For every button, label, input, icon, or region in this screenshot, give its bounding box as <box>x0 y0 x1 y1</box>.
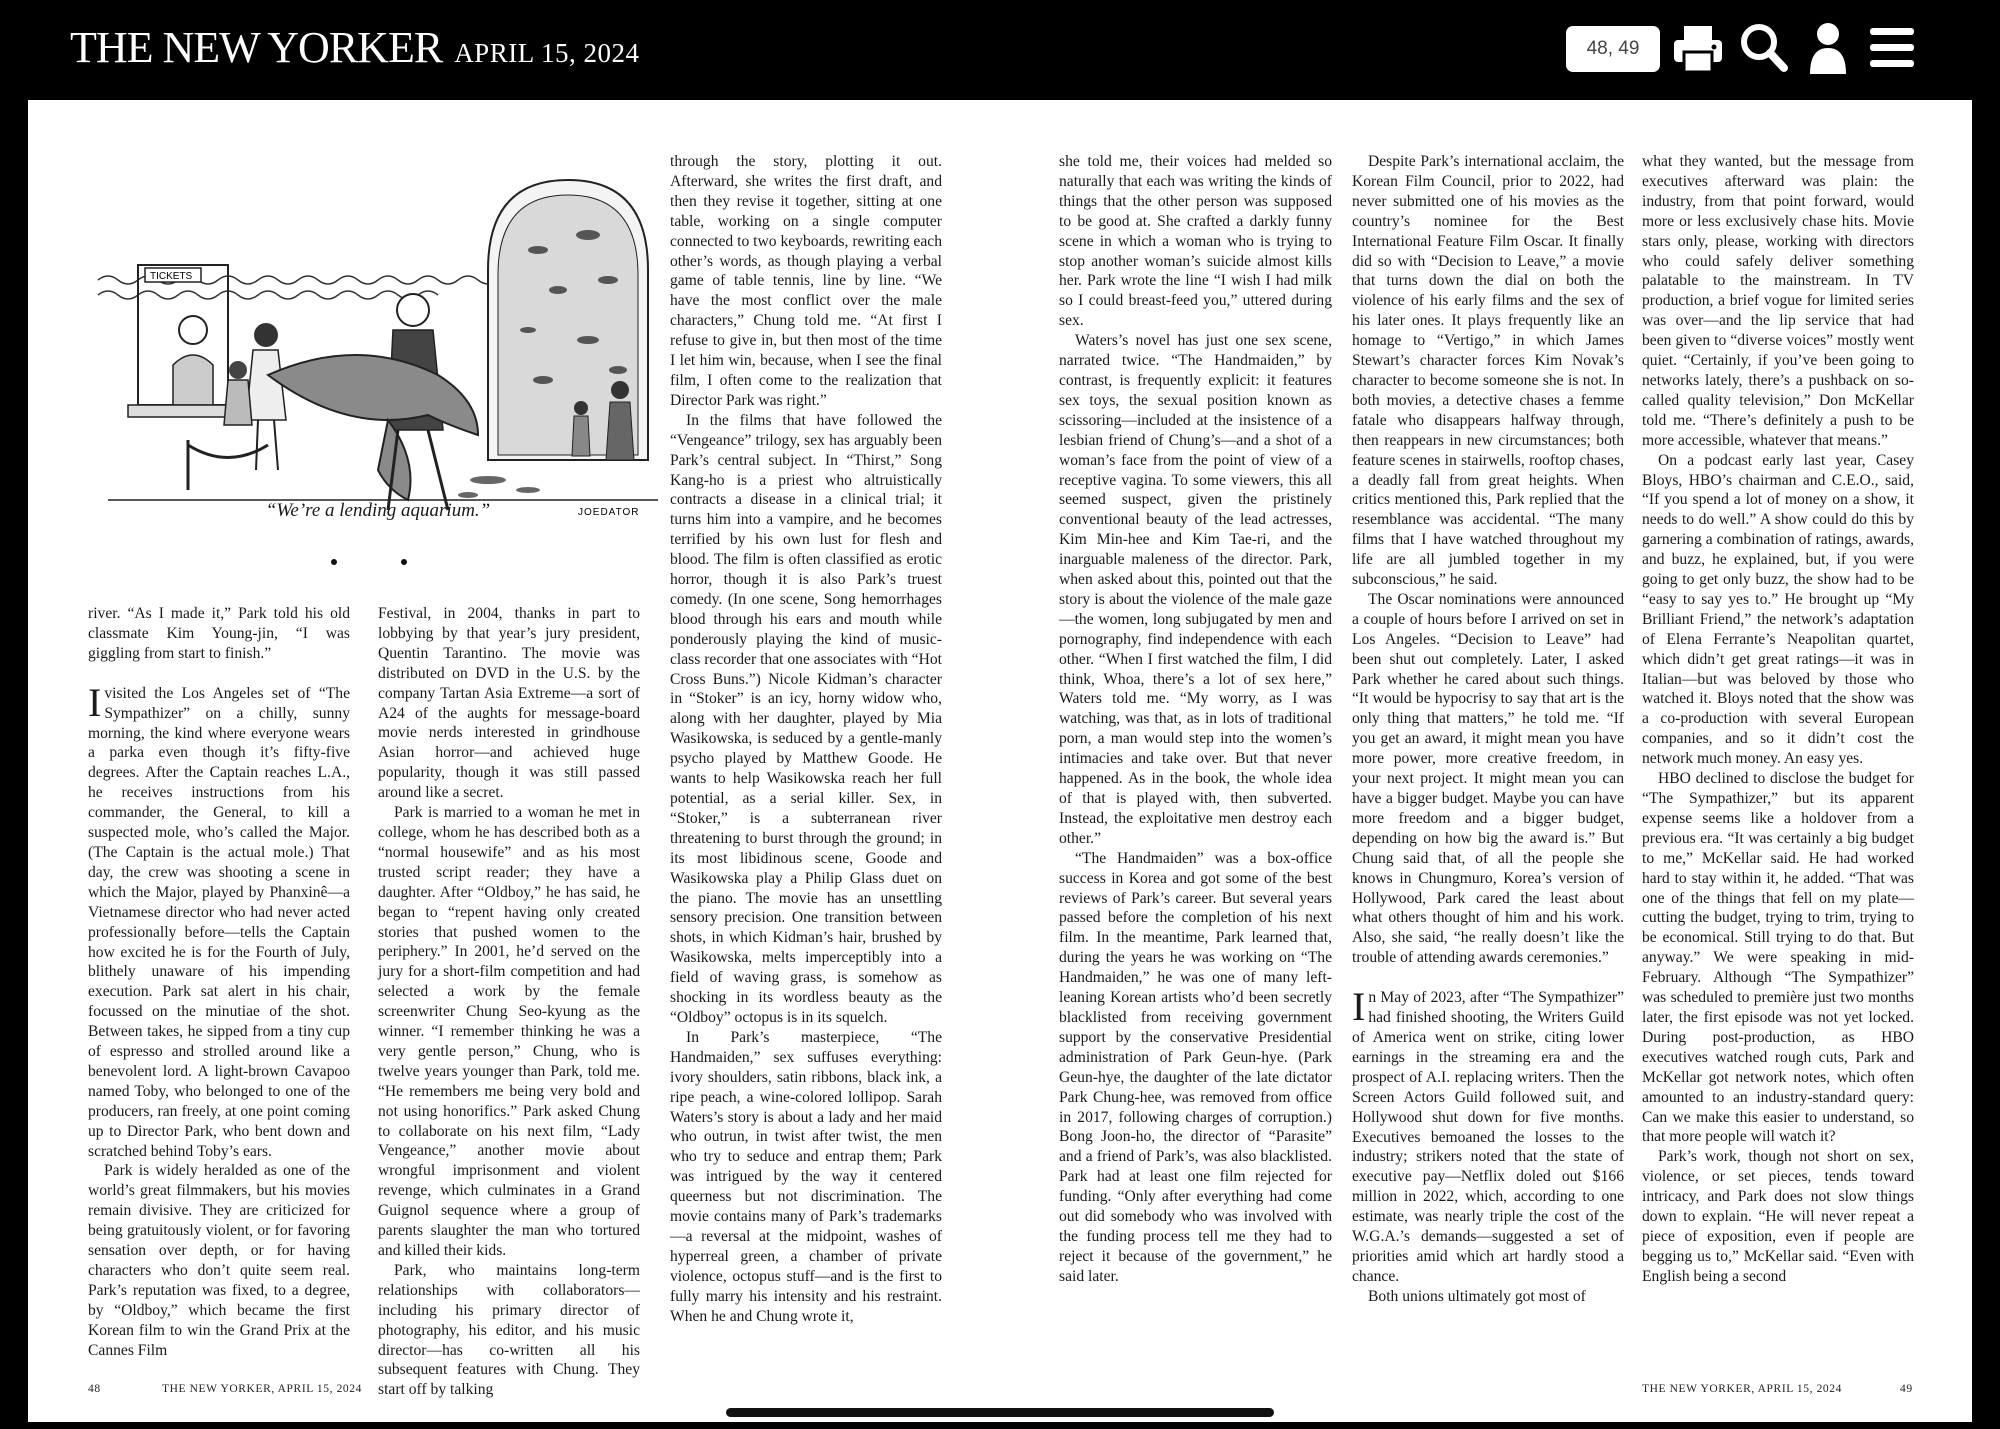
paragraph-text: n May of 2023, after “The Sympathizer” had finished shooting, the Writers Guild of America went on strike, citing lower earnings in the streaming era and the prospect of A.I. replacing writers. Then the Screen Actors Guild followed suit, and Hollywood shut down for five months. Executives bemoaned the losses to the industry; strikers noted that the state of executive pay—Netflix doled out $166 million in 2022, which, according to one estimate, was nearly triple the cost of the W.G.A.’s demands—suggested a set of priorities amid which art hardly stood a chance. <box>1352 989 1624 1285</box>
column-4 <box>1059 152 1332 1287</box>
brand[interactable] <box>70 22 639 73</box>
tickets-sign: TICKETS <box>150 271 193 282</box>
cartoon-caption: “We’re a lending aquarium.” <box>265 500 491 521</box>
menu-icon[interactable] <box>1866 20 1918 76</box>
cartoon-illustration <box>88 140 668 590</box>
left-page-number: 48 <box>88 1383 101 1395</box>
paragraph: Park is married to a woman he met in college, whom he has described both as a “normal housewife” and as his most trusted script reader; they have a daughter. After “Oldboy,” he has said, he began to “repent having only created stories that pushed women to the periphery.” In 2001, he’d served on the jury for a short-film competition and had selected a work by the female screenwriter Chung Seo-kyung as the winner. “I remember thinking he was a very gentle person,” Chung, who is twelve years younger than Park, told me. “He remembers me being very bold and not using honorifics.” Park asked Chung to collaborate on his next film, “Lady Vengeance,” another movie about wrongful imprisonment and violent revenge, which culminates in a Grand Guignol sequence where a group of parents slaughter the man who tortured and killed their kids. <box>378 804 640 1259</box>
search-icon[interactable] <box>1738 20 1790 76</box>
magazine-spread <box>28 100 1972 1422</box>
paragraph: Park, who maintains long-term relationships with collaborators—including his primary director of photography, his editor, and his music director—has co-written all his subsequent features with Chung. They start off by talking <box>378 1261 640 1399</box>
paragraph <box>1352 984 1624 1287</box>
paragraph: Waters’s novel has just one sex scene, narrated twice. “The Handmaiden,” by contrast, is frequently explicit: it features sex toys, the sexual position known as scissoring—included at the insistence of a lesbian friend of Chung’s—and a shot of a woman’s face from the point of view of a receptive vagina. To some viewers, this all seemed suspect, given the pristinely conventional beauty of the lead actresses, Kim Min-hee and Kim Tae-ri, and the inarguable maleness of the director. Park, when asked about this, pointed out that the story is about the violence of the male gaze—the women, long subjugated by men and pornography, find independence with each other. “When I first watched the film, I did think, Whoa, there’s a lot of sex here,” Waters told me. “My worry, as I was watching, was that, as in lots of traditional porn, a man would step into the women’s intimacies and take over. But that never happened. As in the book, the whole idea of that is played with, then subverted. Instead, the exploitative men destroy each other.” <box>1059 332 1332 847</box>
paragraph-text: visited the Los Angeles set of “The Sympathizer” on a chilly, sunny morning, the kind where everyone wears a parka even though it’s fifty-five degrees. After the Captain reaches L.A., he receives instructions from his commander, the General, to kill a suspected mole, who’s called the Major. (The Captain is the actual mole.) That day, the crew was shooting a scene in which the Major, played by Phanxinê—a Vietnamese director who had never acted professionally before—tells the Captain how excited he is for the Fourth of July, blithely unaware of his impending execution. Park sat alert in his chair, focussed on the minutiae of the shot. Between takes, he sipped from a tiny cup of espresso and strolled around like a benevolent lord. A light-brown Cavapoo named Toby, who belonged to one of the producers, ran freely, at one point coming up to Director Park, who bent down and scratched behind Toby’s ears. <box>88 684 350 1160</box>
paragraph: In Park’s masterpiece, “The Handmaiden,” sex suffuses everything: ivory shoulders, satin ribbons, black ink, a ripe peach, a wine-colored lollipop. Sarah Waters’s story is about a lady and her maid who outrun, in twist after twist, the men who try to seduce and entrap them; Park was intrigued by the way it centered queerness but not discrimination. The movie contains many of Park’s trademarks—a reversal at the midpoint, washes of hyperreal green, a chamber of private violence, octopus stuff—and is the first to fully marry his intensity and his restraint. When he and Chung wrote it, <box>670 1028 942 1325</box>
paragraph: “The Handmaiden” was a box-office success in Korea and got some of the best reviews of Park’s career. But several years passed before the completion of his next film. In the meantime, Park learned that, during the years he was working on “The Handmaiden,” he was one of many left-leaning Korean artists who’d been secretly blacklisted from receiving government support by the conservative Presidential administration of Park Geun-hye. (Park Geun-hye, the daughter of the late dictator Park Chung-hee, was removed from office in 2017, following charges of corruption.) Bong Joon-ho, the director of “Parasite” and a friend of Park’s, was also blacklisted. Park had at least one film rejected for funding. “Only after everything had come out did somebody who was involved with the funding process tell me they had to reject it because of the government,” he said later. <box>1059 849 1332 1285</box>
paragraph: Despite Park’s international acclaim, the Korean Film Council, prior to 2022, had never submitted one of his movies as the country’s nominee for the Best International Feature Film Oscar. It finally did so with “Decision to Leave,” a movie that turns down the dial on both the violence of his early films and the sex of his later ones. It plays frequently like an homage to “Vertigo,” in which James Stewart’s character forces Kim Novak’s character to become someone she is not. In both movies, a detective chases a femme fatale who disappears halfway through, then reappears in new circumstances; both feature scenes in stairwells, rooftop chases, a deadly fall from great heights. When critics mentioned this, Park replied that the resemblance was accidental. “The many films that I have watched throughout my life are all jumbled together in my subconscious,” he said. <box>1352 153 1624 589</box>
right-running-head: THE NEW YORKER, APRIL 15, 2024 <box>1642 1383 1842 1395</box>
issue-date: APRIL 15, 2024 <box>454 38 640 68</box>
column-6 <box>1642 152 1914 1287</box>
paragraph: In the films that have followed the “Vengeance” trilogy, sex has arguably been Park’s central subject. In “Thirst,” Song Kang-ho is a priest who altruistically contracts a disease in a clinical trial; it turns him into a vampire, and he becomes terrified by his own lust for flesh and blood. The film is often classified as erotic horror, though it is also Park’s truest comedy. (In one scene, Song hemorrhages blood through his ears and mouth while ponderously playing the kind of music-class recorder that one associates with “Hot Cross Buns.”) Nicole Kidman’s character in “Stoker” is an icy, horny widow who, along with her daughter, played by Mia Wasikowska, is seduced by a gentle-manly psycho played by Matthew Goode. He wants to help Wasikowska reach her full potential, as a serial killer. Sex, in “Stoker,” is a subterranean river threatening to burst through the ground; in its most libidinous scene, Goode and Wasikowska play a Philip Glass duet on the piano. The movie has an unsettling sensory precision. One transition between shots, in which Kidman’s hair, brushed by Wasikowska, melts imperceptibly into a field of waving grass, is somehow as shocking in its wordless beauty as the “Oldboy” octopus is in its squelch. <box>670 411 942 1026</box>
paragraph <box>88 679 350 1162</box>
right-page-number: 49 <box>1900 1383 1913 1395</box>
column-1 <box>88 604 350 1361</box>
paragraph: Park’s work, though not short on sex, violence, or set pieces, tends toward intricacy, and Park does not slow things down to explain. “He will never repeat a piece of exposition, even if people are begging us to,” McKellar said. “Even with English being a second <box>1642 1148 1914 1285</box>
paragraph: through the story, plotting it out. Afterward, she writes the first draft, and then they revise it together, sitting at one table, working on a single computer connected to two keyboards, rewriting each other’s words, as though playing a verbal game of table tennis, line by line. “We have the most conflict over the male characters,” Chung told me. “At first I refuse to give in, but then most of the time I let him win, because, when I see the final film, I often come to the realization that Director Park was right.” <box>670 153 942 409</box>
print-icon[interactable] <box>1672 20 1724 76</box>
paragraph: The Oscar nominations were announced a couple of hours before I arrived on set in Los Angeles. “Decision to Leave” had been shut out completely. Later, I asked Park whether he cared about such things. “It would be hypocrisy to say that art is the only thing that matters,” he told me. “If you get an award, it might mean you have more power, more creative freedom, in your next project. It might mean you can have a bigger budget. Maybe you can have more freedom and a bigger budget, depending on how big the award is.” But Chung said that, of all the people she knows in Chungmuro, Korea’s version of Hollywood, Park cared the least about what others thought of him and his work. Also, she said, “he really doesn’t like the trouble of attending awards ceremonies.” <box>1352 590 1624 967</box>
column-3 <box>670 152 942 1326</box>
section-break-dots <box>328 552 428 572</box>
paragraph: Park is widely heralded as one of the world’s great filmmakers, but his movies remain divisive. They are criticized for being gratuitously violent, or for favoring sensation over depth, or for having characters who don’t quite seem real. Park’s reputation was fixed, to a degree, by “Oldboy,” which became the first Korean film to win the Grand Prix at the Cannes Film <box>88 1162 350 1359</box>
drop-cap: I <box>88 679 102 725</box>
paragraph: HBO declined to disclose the budget for “The Sympathizer,” but its apparent expense seems like a holdover from a previous era. “It was certainly a big budget to me,” McKellar said. He had worked hard to stay within it, he added. “That was one of the things that fell on my plate—cutting the budget, trying to trim, trying to be economical. Still trying to do that. But anyway.” We were speaking in mid-February. Although “The Sympathizer” was scheduled to première just two months later, the first episode was not yet locked. During post-production, as HBO executives watched rough cuts, Park and McKellar got network notes, which often amounted to an industry-standard query: Can we make this easier to understand, so that more people will watch it? <box>1642 770 1914 1146</box>
paragraph: Festival, in 2004, thanks in part to lobbying by that year’s jury president, Quentin Tarantino. The movie was distributed on DVD in the U.S. by the company Tartan Asia Extreme—a sort of A24 of the aughts for message-board movie nerds interested in grindhouse Asian horror—and achieved huge popularity, though it was still passed around like a secret. <box>378 605 640 802</box>
paragraph: she told me, their voices had melded so naturally that each was writing the kinds of things that the other person was supposed to be good at. She crafted a darkly funny scene in which a woman who is trying to stop another woman’s suicide almost kills her. Park wrote the line “I wish I had milk so I could breast-feed you,” uttered during sex. <box>1059 153 1332 330</box>
page-number-indicator[interactable]: 48, 49 <box>1566 26 1660 72</box>
cartoonist-signature: JOEDATOR <box>578 507 640 518</box>
horizontal-scrollbar[interactable] <box>726 1408 1274 1417</box>
drop-cap: I <box>1352 984 1366 1030</box>
masthead-logo[interactable]: THE NEW YORKER <box>70 23 443 72</box>
column-2 <box>378 604 640 1400</box>
left-running-head: THE NEW YORKER, APRIL 15, 2024 <box>162 1383 362 1395</box>
top-bar <box>0 0 2000 100</box>
paragraph: On a podcast early last year, Casey Bloys, HBO’s chairman and C.E.O., said, “If you spend a lot of money on a show, it needs to do well.” A show could do this by garnering a combination of ratings, awards, and buzz, he explained, but, if you were going to get only buzz, the show had to be “easy to say yes to.” He brought up “My Brilliant Friend,” the network’s adaptation of Elena Ferrante’s Neapolitan quartet, which didn’t get great ratings—it was in Italian—but was beloved by those who watched it. Bloys noted that the show was a co-production with several European companies, and so it didn’t cost the network much money. An easy yes. <box>1642 451 1914 768</box>
column-5 <box>1352 152 1624 1307</box>
paragraph: Both unions ultimately got most of <box>1368 1287 1586 1305</box>
account-icon[interactable] <box>1802 20 1854 76</box>
paragraph: what they wanted, but the message from executives afterward was plain: the industry, from that point forward, would more or less exclusively chase hits. Movie stars only, please, working with directors who could safely deliver something palatable to the mainstream. In TV production, a brief vogue for limited series was over—and the lip service that had been given to “diverse voices” mostly went quiet. “Certainly, if you’ve been going to networks lately, there’s a pushback on so-called quality television,” Don McKellar told me. “There’s definitely a push to be more accessible, whatever that means.” <box>1642 153 1914 449</box>
paragraph: river. “As I made it,” Park told his old classmate Kim Young-jin, “I was giggling from start to finish.” <box>88 605 350 662</box>
